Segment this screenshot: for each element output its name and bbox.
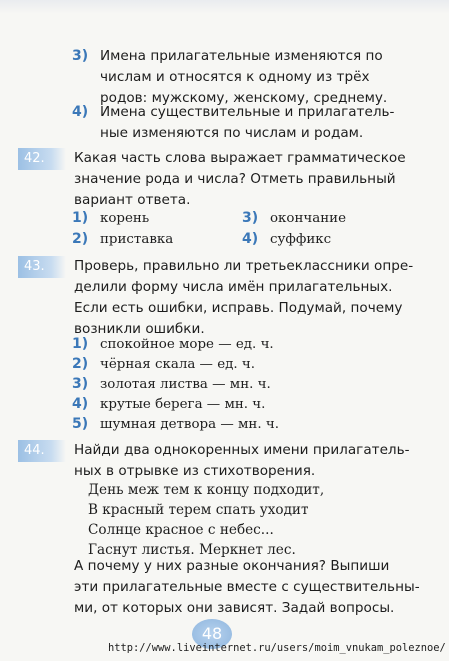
option-text: окончание — [270, 211, 347, 226]
poem-line: Солнце красное с небес... — [88, 522, 274, 538]
text-line: Найди два однокоренных имени прилагатель- — [74, 442, 410, 458]
item-text: крутые берега — мн. ч. — [100, 397, 266, 412]
item-number: 2) — [72, 356, 89, 372]
poem-line: День меж тем к концу подходит, — [88, 482, 325, 498]
exercise-42-badge: 42. — [18, 148, 66, 170]
exercise-44-badge: 44. — [18, 440, 66, 462]
exercise-43-badge: 43. — [18, 256, 66, 278]
text-line: Имена существительные и прилагатель- — [100, 104, 395, 120]
text-line: ных в отрывке из стихотворения. — [74, 463, 316, 479]
text-line: Если есть ошибки, исправь. Подумай, почему — [74, 300, 403, 316]
text-line: ми, от которых они зависят. Задай вопросы. — [74, 600, 395, 616]
option-text: суффикс — [270, 232, 332, 247]
text-line: Имена прилагательные изменяются по — [100, 48, 383, 64]
page-number: 48 — [192, 619, 232, 649]
text-line: значение рода и числа? Отметь правильный — [74, 171, 396, 187]
text-line: Проверь, правильно ли третьеклассники опре- — [74, 258, 414, 274]
text-line: числам и относятся к одному из трёх — [100, 69, 370, 85]
item-text: шумная детвора — мн. ч. — [100, 417, 279, 432]
option-number: 2) — [72, 231, 89, 247]
item-text: чёрная скала — ед. ч. — [100, 357, 255, 372]
item-number: 4) — [72, 104, 89, 120]
item-number: 3) — [72, 376, 89, 392]
option-number: 4) — [242, 231, 259, 247]
option-number: 3) — [242, 210, 259, 226]
item-number: 3) — [72, 48, 89, 64]
item-text: золотая листва — мн. ч. — [100, 377, 271, 392]
item-number: 1) — [72, 336, 89, 352]
option-text: корень — [100, 211, 150, 226]
text-line: вариант ответа. — [74, 192, 191, 208]
text-line: родов: мужскому, женскому, среднему. — [100, 90, 388, 106]
top-edge-strip — [0, 0, 449, 14]
text-line: эти прилагательные вместе с существительны- — [74, 579, 420, 595]
text-line: ные изменяются по числам и родам. — [100, 125, 364, 141]
watermark-url: http://www.liveinternet.ru/users/moim_vnukam_poleznoe/ — [108, 642, 446, 654]
text-line: Какая часть слова выражает грамматическое — [74, 150, 406, 166]
text-line: А почему у них разные окончания? Выпиши — [74, 558, 390, 574]
option-number: 1) — [72, 210, 89, 226]
poem-line: В красный терем спать уходит — [88, 502, 309, 518]
text-line: делили форму числа имён прилагательных. — [74, 279, 393, 295]
option-text: приставка — [100, 232, 174, 247]
item-number: 5) — [72, 416, 89, 432]
text-line: возникли ошибки. — [74, 321, 205, 337]
item-text: спокойное море — ед. ч. — [100, 337, 274, 352]
poem-line: Гаснут листья. Меркнет лес. — [88, 542, 296, 558]
item-number: 4) — [72, 396, 89, 412]
